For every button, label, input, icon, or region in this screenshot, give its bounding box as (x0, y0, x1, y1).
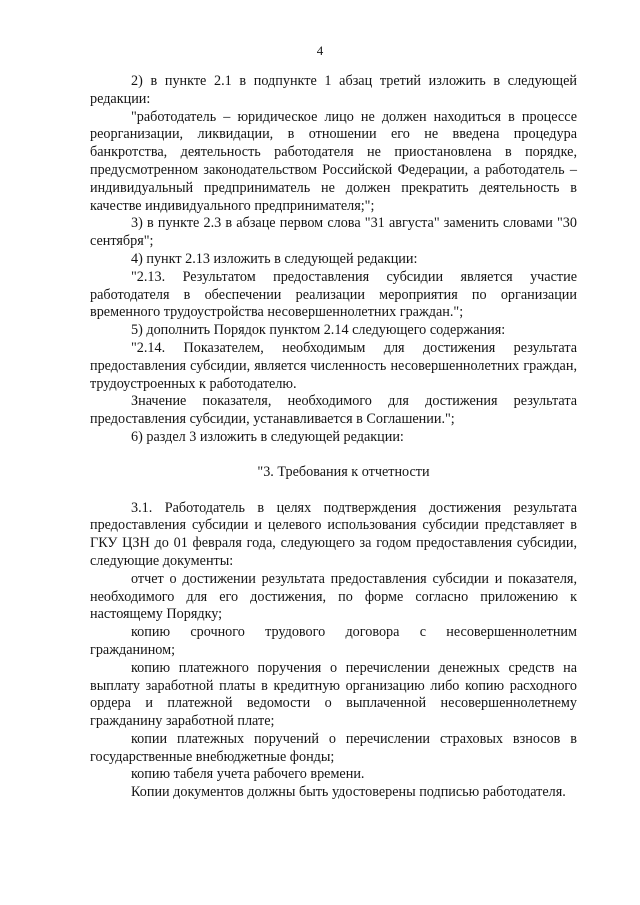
paragraph-clause-2-13: "2.13. Результатом предоставления субсидии является участие работодателя в обеспечении реализации мероприятия по организации временного трудоустройства несовершеннолетних граждан."; (90, 268, 577, 321)
paragraph-indicator-value: Значение показателя, необходимого для достижения результата предоставления субсидии, устанавливается в Соглашении."; (90, 393, 577, 428)
paragraph-employer-requirements: "работодатель – юридическое лицо не должен находиться в процессе реорганизации, ликвидации, в отношении его не введена процедура банкротства, деятельность работодателя не приостановлена в порядке, предусмотренном законодательством Российской Федерации, а работодатель – индивидуальный предприниматель не должен прекратить деятельность в качестве индивидуального предпринимателя;"; (90, 108, 577, 214)
paragraph-report-item: отчет о достижении результата предоставления субсидии и показателя, необходимого для его достижения, по форме согласно приложению к настоящему Порядку; (90, 570, 577, 623)
paragraph-item-2: 2) в пункте 2.1 в подпункте 1 абзац третий изложить в следующей редакции: (90, 73, 577, 107)
paragraph-clause-2-14: "2.14. Показателем, необходимым для достижения результата предоставления субсидии, является численность несовершеннолетних граждан, трудоустроенных к работодателю. (90, 339, 577, 392)
paragraph-insurance-payments: копии платежных поручений о перечислении страховых взносов в государственные внебюджетные фонды; (90, 730, 577, 765)
page-number: 4 (316, 43, 324, 58)
paragraph-payment-order-copy: копию платежного поручения о перечислении денежных средств на выплату заработной платы в кредитную организацию либо копию расходного ордера и платежной ведомости о выплаченной несовершеннолетнему гражданину заработной плате; (90, 659, 577, 730)
spacer (90, 447, 577, 464)
paragraph-certification: Копии документов должны быть удостоверены подписью работодателя. (131, 784, 566, 801)
document-body (90, 73, 577, 802)
section-heading: "3. Требования к отчетности (257, 463, 430, 480)
paragraph-contract-copy: копию срочного трудового договора с несовершеннолетним гражданином; (90, 624, 577, 658)
paragraph-timesheet-copy: копию табеля учета рабочего времени. (131, 766, 365, 783)
paragraph-item-4: 4) пункт 2.13 изложить в следующей редакции: (131, 250, 418, 267)
paragraph-clause-3-1: 3.1. Работодатель в целях подтверждения достижения результата предоставления субсидии и целевого использования субсидии представляет в ГКУ ЦЗН до 01 февраля года, следующего за годом предоставления субсидии, следующие документы: (90, 499, 577, 569)
spacer (90, 482, 577, 500)
paragraph-item-6: 6) раздел 3 изложить в следующей редакции: (131, 428, 404, 445)
paragraph-item-5: 5) дополнить Порядок пунктом 2.14 следующего содержания: (131, 322, 506, 339)
paragraph-item-3: 3) в пункте 2.3 в абзаце первом слова "31 августа" заменить словами "30 сентября"; (90, 215, 577, 250)
